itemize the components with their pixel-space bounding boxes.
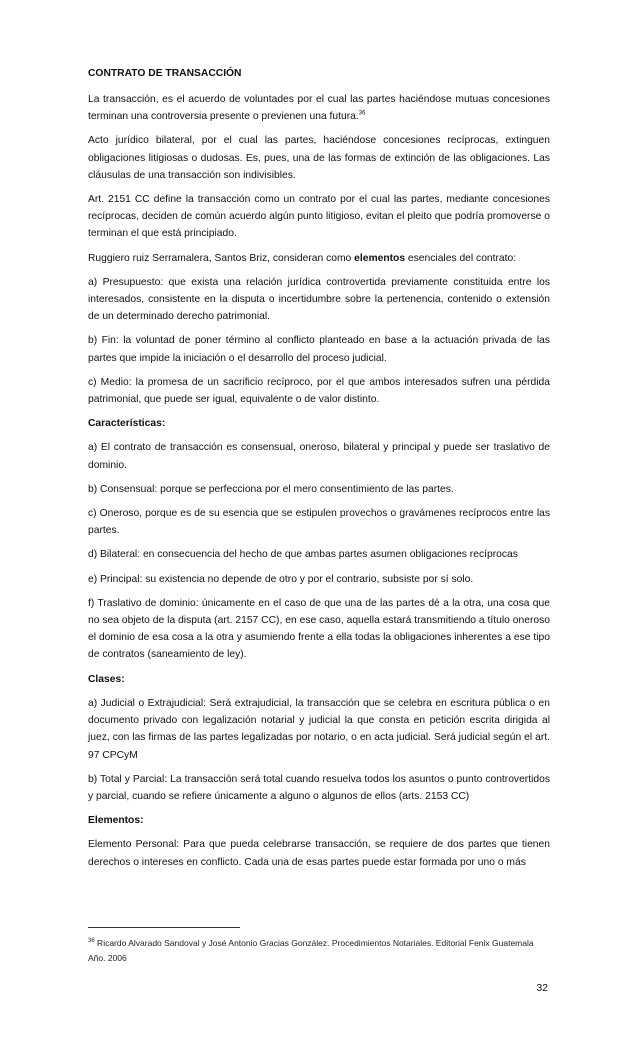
- footnote-number: 36: [88, 938, 95, 945]
- page-content: [88, 68, 550, 878]
- intro-paragraph: [88, 91, 550, 125]
- list-item: d) Bilateral: en consecuencia del hecho de que ambas partes asumen obligaciones recíprocas: [88, 549, 518, 561]
- list-item: e) Principal: su existencia no depende de otro y por el contrario, subsiste por sí solo.: [88, 573, 474, 585]
- list-item: f) Traslativo de dominio: únicamente en el caso de que una de las partes dé a la otra, una cosa que no sea objeto de la disputa (art. 2157 CC), en ese caso, aquella estará transmitiendo a título oneroso el dominio de esa cosa a la otra y asumiendo frente a ella todas la obligaciones inherentes a ese tipo de contratos (saneamiento de ley).: [88, 597, 550, 661]
- list-item: a) Judicial o Extrajudicial: Será extrajudicial, la transacción que se celebra en escritura pública o en documento privado con legalización notarial y judicial la que consta en petición escrita dirigida al juez, con las firmas de las partes legalizadas por notario, o en acta judicial. Será judicial según el art. 97 CPCyM: [88, 697, 550, 761]
- intro-text: La transacción, es el acuerdo de voluntades por el cual las partes haciéndose mutuas concesiones terminan una controversia presente o previenen una futura.: [88, 94, 550, 123]
- elementos-heading: Elementos:: [88, 815, 144, 827]
- list-item: b) Consensual: porque se perfecciona por el mero consentimiento de las partes.: [88, 483, 454, 495]
- ruggiero-before: Ruggiero ruiz Serramalera, Santos Briz, consideran como: [88, 252, 355, 264]
- paragraph-art-2151: Art. 2151 CC define la transacción como un contrato por el cual las partes, mediante concesiones recíprocas, deciden de común acuerdo algún punto litigioso, evitan el pleito que podría promoverse o terminan el que está principiado.: [88, 194, 550, 240]
- paragraph-acto-juridico: Acto jurídico bilateral, por el cual las partes, haciéndose concesiones recíprocas, extinguen obligaciones litigiosas o dudosas. Es, pues, una de las formas de extinción de las obligaciones. Las cláusulas de una transacción son indivisibles.: [88, 135, 550, 181]
- page-number: 32: [536, 983, 548, 994]
- document-title: CONTRATO DE TRANSACCIÓN: [88, 68, 242, 79]
- footnote: [88, 936, 550, 965]
- caracteristicas-heading: Características:: [88, 418, 166, 430]
- list-item: a) El contrato de transacción es consensual, oneroso, bilateral y principal y puede ser traslativo de dominio.: [88, 442, 550, 471]
- list-item: b) Total y Parcial: La transacción será total cuando resuelva todos los asuntos o punto controvertidos y parcial, cuando se refiere únicamente a alguno o algunos de ellos (arts. 2153 CC): [88, 773, 550, 802]
- footnote-ref: 36: [358, 110, 366, 117]
- clases-heading: Clases:: [88, 673, 125, 685]
- footnote-divider: [88, 927, 240, 928]
- ruggiero-bold: elementos: [354, 252, 406, 264]
- list-item: c) Oneroso, porque es de su esencia que se estipulen provechos o gravámenes recíprocos entre las partes.: [88, 508, 550, 537]
- paragraph-ruggiero: [88, 250, 550, 267]
- list-item: c) Medio: la promesa de un sacrificio recíproco, por el que ambos interesados sufren una pérdida patrimonial, que puede ser igual, equivalente o de valor distinto.: [88, 376, 550, 406]
- list-item: b) Fin: la voluntad de poner término al conflicto planteado en base a la actuación privada de las partes que impide la iniciación o el desarrollo del proceso judicial.: [88, 335, 550, 364]
- elementos-paragraph: Elemento Personal: Para que pueda celebrarse transacción, se requiere de dos partes que tienen derechos o intereses en conflicto. Cada una de esas partes puede estar formada por uno o más: [88, 839, 550, 868]
- footnote-text: Ricardo Alvarado Sandoval y José Antonio Gracias González. Procedimientos Notariales. Editorial Fenix Guatemala Año. 2006: [88, 938, 534, 963]
- list-item: a) Presupuesto: que exista una relación jurídica controvertida previamente constituida entre los interesados, consistente en la disputa o incertidumbre sobre la pertenencia, contenido o extensión de un determinado derecho patrimonial.: [88, 276, 550, 323]
- ruggiero-after: esenciales del contrato:: [405, 252, 517, 264]
